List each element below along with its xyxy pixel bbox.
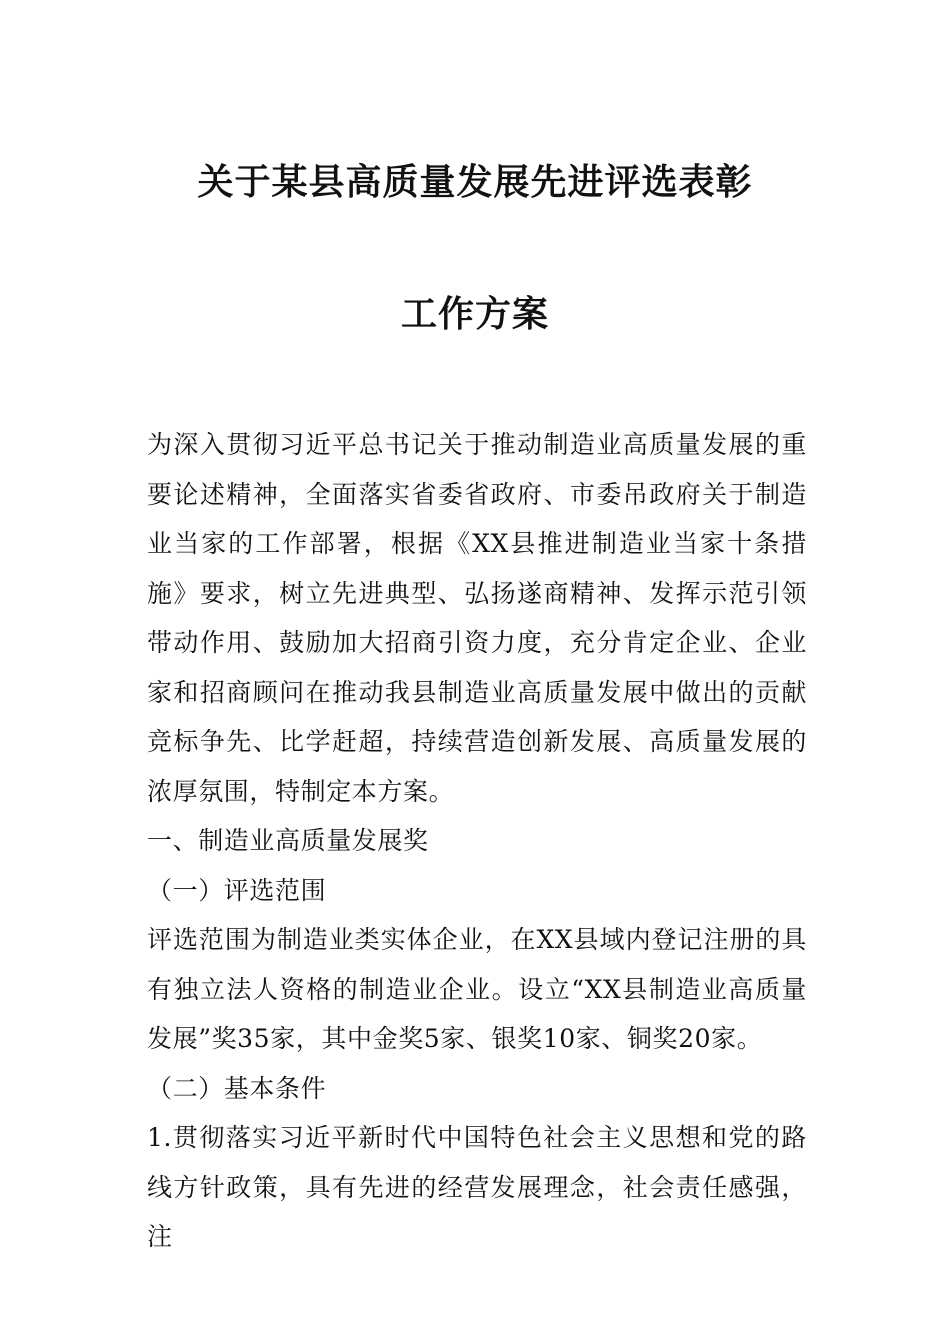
document-title-line-1: 关于某县高质量发展先进评选表彰	[197, 161, 753, 203]
document-title-line-2: 工作方案	[400, 293, 549, 335]
subsection-1-heading: （一）评选范围	[147, 875, 327, 905]
section-1-heading: 一、制造业高质量发展奖	[147, 826, 429, 855]
subsection-1-paragraph: 评选范围为制造业类实体企业，在XX县域内登记注册的具有独立法人资格的制造业企业。设立“XX县制造业高质量发展”奖35家，其中金奖5家、银奖10家、铜奖20家。	[147, 925, 807, 1053]
document-body	[147, 420, 807, 1262]
condition-item-1: 1.贯彻落实习近平新时代中国特色社会主义思想和党的路线方针政策，具有先进的经营发展理念，社会责任感强，注	[147, 1123, 807, 1251]
intro-paragraph: 为深入贯彻习近平总书记关于推动制造业高质量发展的重要论述精神，全面落实省委省政府、市委吊政府关于制造业当家的工作部署，根据《XX县推进制造业当家十条措施》要求，树立先进典型、弘扬遂商精神、发挥示范引领带动作用、鼓励加大招商引资力度，充分肯定企业、企业家和招商顾问在推动我县制造业高质量发展中做出的贡献竞标争先、比学赶超，持续营造创新发展、高质量发展的浓厚氛围，特制定本方案。	[147, 430, 807, 806]
subsection-2-heading: （二）基本条件	[147, 1073, 327, 1103]
